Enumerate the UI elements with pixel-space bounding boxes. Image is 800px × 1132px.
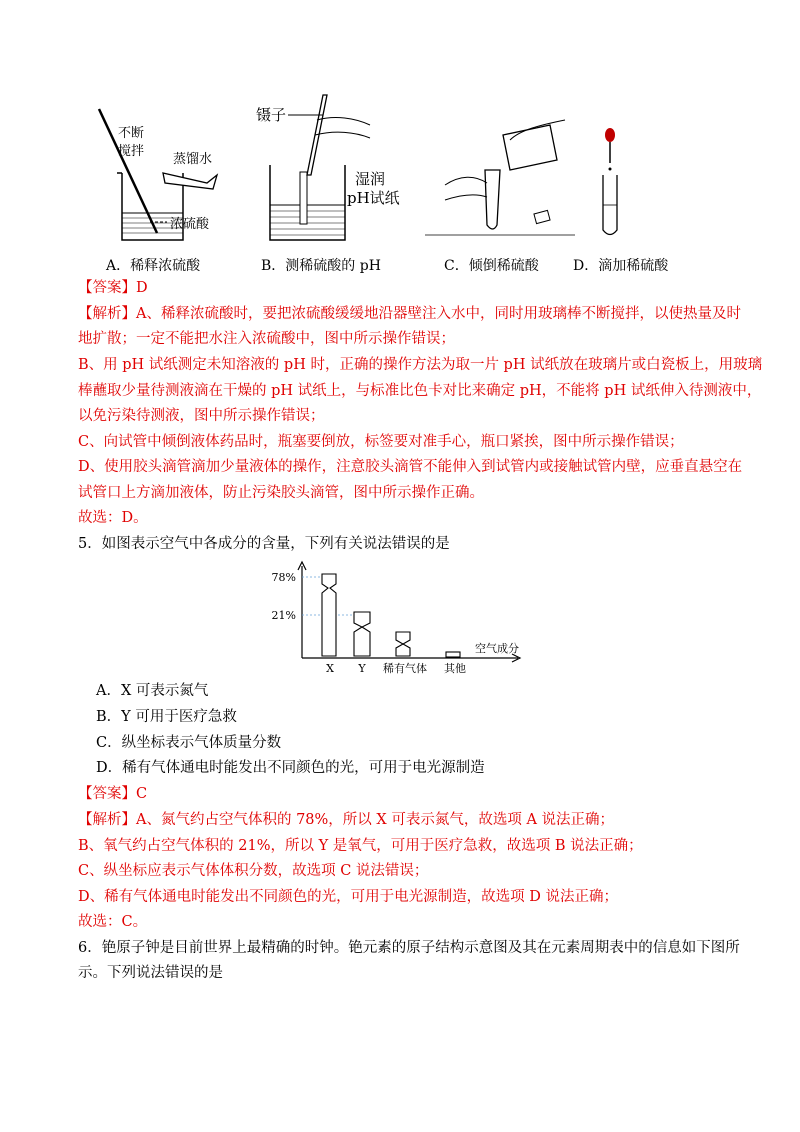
- y-tick-78: 78%: [271, 571, 296, 584]
- x-axis-label: 空气成分: [475, 642, 519, 655]
- y-tick-21: 21%: [271, 609, 296, 622]
- bar-other: [446, 652, 460, 657]
- q4-analysis-line-8: 试管口上方滴加液体，防止污染胶头滴管，图中所示操作正确。: [78, 485, 484, 501]
- caption-c: C．倾倒稀硫酸: [444, 258, 539, 274]
- q4-conclusion: 故选：D。: [78, 510, 148, 526]
- q5-analysis-line-4: D、稀有气体通电时能发出不同颜色的光，可用于电光源制造，故选项 D 说法正确；: [78, 889, 618, 905]
- q5-answer: 【答案】C: [78, 786, 148, 802]
- q5-option-b: B．Y 可用于医疗急救: [96, 709, 237, 725]
- figure-c-pouring: [425, 115, 575, 240]
- q5-analysis-line-1: 【解析】A、氮气约占空气体积的 78%，所以 X 可表示氮气，故选项 A 说法正确；: [78, 812, 615, 828]
- caption-b: B．测稀硫酸的 pH: [261, 258, 381, 274]
- q4-answer: 【答案】D: [78, 280, 148, 296]
- label-ph-paper: pH试纸: [347, 189, 400, 207]
- x-label-y: Y: [358, 662, 366, 675]
- q4-analysis-line-4: 棒蘸取少量待测液滴在干燥的 pH 试纸上，与标准比色卡对比来确定 pH，不能将 pH 试纸伸入待测液中，: [78, 383, 762, 399]
- q5-option-d: D．稀有气体通电时能发出不同颜色的光，可用于电光源制造: [96, 760, 485, 776]
- x-label-rare-gas: 稀有气体: [383, 662, 427, 675]
- q4-analysis-line-6: C、向试管中倾倒液体药品时，瓶塞要倒放，标签要对准手心，瓶口紧挨，图中所示操作错误；: [78, 434, 684, 450]
- q4-analysis-line-1: 【解析】A、稀释浓硫酸时，要把浓硫酸缓缓地沿器壁注入水中，同时用玻璃棒不断搅拌，以使热量及时: [78, 306, 741, 322]
- q4-analysis-line-3: B、用 pH 试纸测定未知溶液的 pH 时，正确的操作方法为取一片 pH 试纸放在玻璃片或白瓷板上，用玻璃: [78, 357, 763, 373]
- q5-analysis-line-3: C、纵坐标应表示气体体积分数，故选项 C 说法错误；: [78, 863, 429, 879]
- x-label-x: X: [326, 662, 334, 675]
- figure-d-dropper: [595, 125, 625, 240]
- label-conc-acid: 浓硫酸: [170, 217, 210, 232]
- air-composition-chart: [260, 560, 540, 680]
- label-stir-2: 搅拌: [118, 144, 145, 159]
- bar-y: [354, 612, 370, 656]
- label-tweezers: 镊子: [256, 106, 287, 124]
- q4-analysis-line-7: D、使用胶头滴管滴加少量液体的操作，注意胶头滴管不能伸入到试管内或接触试管内壁，应垂直悬空在: [78, 459, 743, 475]
- bar-rare-gas: [396, 632, 410, 656]
- q5-stem: 5．如图表示空气中各成分的含量，下列有关说法错误的是: [78, 536, 450, 552]
- x-label-other: 其他: [444, 662, 466, 675]
- q5-option-c: C．纵坐标表示气体质量分数: [96, 735, 282, 751]
- label-wet: 湿润: [355, 170, 386, 188]
- caption-d: D．滴加稀硫酸: [573, 258, 669, 274]
- label-distilled-water: 蒸馏水: [173, 152, 213, 167]
- q5-conclusion: 故选：C。: [78, 914, 148, 930]
- q6-stem-line-2: 示。下列说法错误的是: [78, 965, 223, 981]
- label-stir-1: 不断: [118, 126, 145, 141]
- bar-x: [322, 574, 336, 656]
- caption-a: A．稀释浓硫酸: [106, 258, 201, 274]
- q5-option-a: A．X 可表示氮气: [96, 683, 209, 699]
- q5-analysis-line-2: B、氧气约占空气体积的 21%，所以 Y 是氧气，可用于医疗急救，故选项 B 说法正确；: [78, 838, 643, 854]
- q6-stem-line-1: 6．铯原子钟是目前世界上最精确的时钟。铯元素的原子结构示意图及其在元素周期表中的信息如下图所: [78, 940, 740, 956]
- q4-analysis-line-2: 地扩散；一定不能把水注入浓硫酸中，图中所示操作错误；: [78, 331, 455, 347]
- q4-analysis-line-5: 以免污染待测液，图中所示操作错误；: [78, 408, 325, 424]
